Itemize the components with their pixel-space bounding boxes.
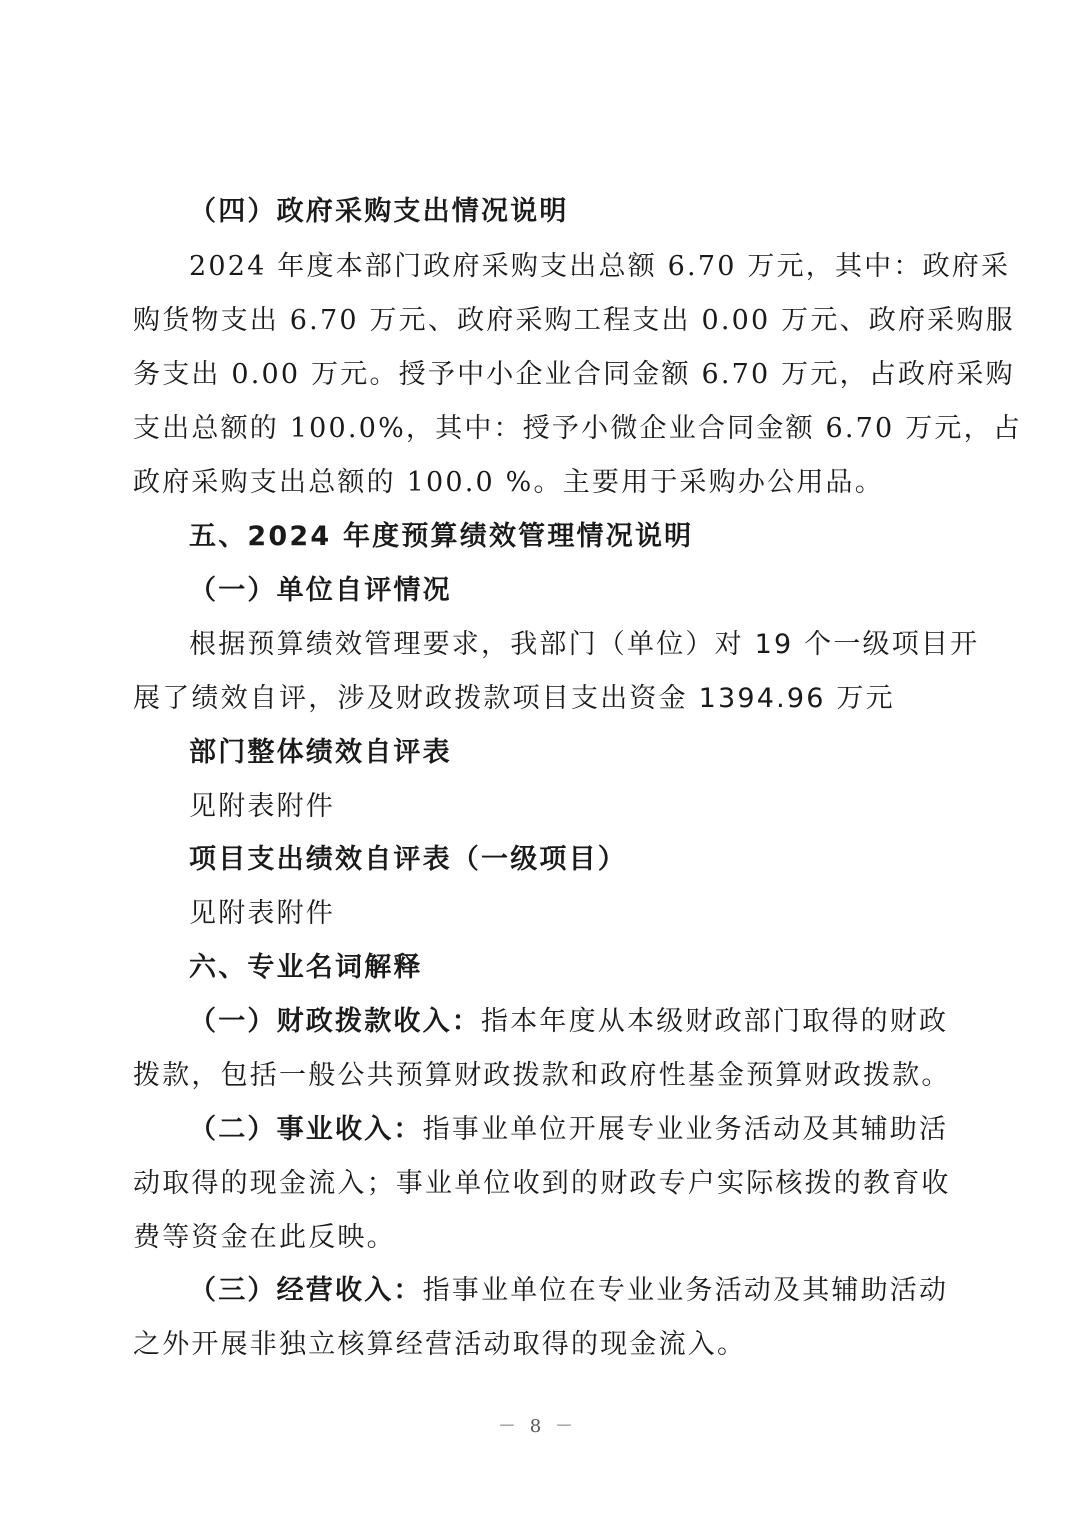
paragraph-line: 展了绩效自评，涉及财政拨款项目支出资金 1394.96 万元 — [133, 683, 895, 714]
section-heading-glossary: 六、专业名词解释 — [189, 952, 423, 983]
dept-eval-heading: 部门整体绩效自评表 — [189, 737, 452, 768]
term-definition: 指事业单位开展专业业务活动及其辅助活 — [422, 1114, 949, 1145]
term-definition: 指事业单位在专业业务活动及其辅助活动 — [422, 1275, 949, 1306]
paragraph-line: 购货物支出 6.70 万元、政府采购工程支出 0.00 万元、政府采购服 — [133, 305, 1015, 336]
section-heading-performance: 五、2024 年度预算绩效管理情况说明 — [189, 521, 694, 552]
subsection-heading-self-eval: （一）单位自评情况 — [189, 575, 452, 606]
paragraph-line: 务支出 0.00 万元。授予中小企业合同金额 6.70 万元，占政府采购 — [133, 359, 1015, 390]
paragraph-line: 之外开展非独立核算经营活动取得的现金流入。 — [133, 1329, 747, 1360]
paragraph-line: 动取得的现金流入；事业单位收到的财政专户实际核拨的教育收 — [133, 1168, 951, 1199]
term-label: （一）财政拨款收入： — [189, 1006, 481, 1037]
glossary-term-line — [189, 1006, 949, 1037]
dept-eval-reference: 见附表附件 — [189, 791, 335, 822]
term-label: （三）经营收入： — [189, 1275, 423, 1306]
paragraph-line: 根据预算绩效管理要求，我部门（单位）对 19 个一级项目开 — [189, 629, 980, 660]
section-heading-procurement: （四）政府采购支出情况说明 — [189, 196, 569, 227]
paragraph-line: 费等资金在此反映。 — [133, 1222, 396, 1253]
term-label: （二）事业收入： — [189, 1114, 423, 1145]
paragraph-line: 拨款，包括一般公共预算财政拨款和政府性基金预算财政拨款。 — [133, 1060, 951, 1091]
glossary-term-line — [189, 1114, 949, 1145]
project-eval-reference: 见附表附件 — [189, 898, 335, 929]
paragraph-line: 支出总额的 100.0%，其中：授予小微企业合同金额 6.70 万元，占 — [133, 413, 1023, 444]
term-definition: 指本年度从本级财政部门取得的财政 — [481, 1006, 949, 1037]
paragraph-line: 2024 年度本部门政府采购支出总额 6.70 万元，其中：政府采 — [189, 251, 1011, 282]
glossary-term-line — [189, 1275, 949, 1306]
paragraph-line: 政府采购支出总额的 100.0 %。主要用于采购办公用品。 — [133, 467, 884, 498]
project-eval-heading: 项目支出绩效自评表（一级项目） — [189, 844, 627, 875]
page-number: － 8 － — [498, 1416, 577, 1437]
